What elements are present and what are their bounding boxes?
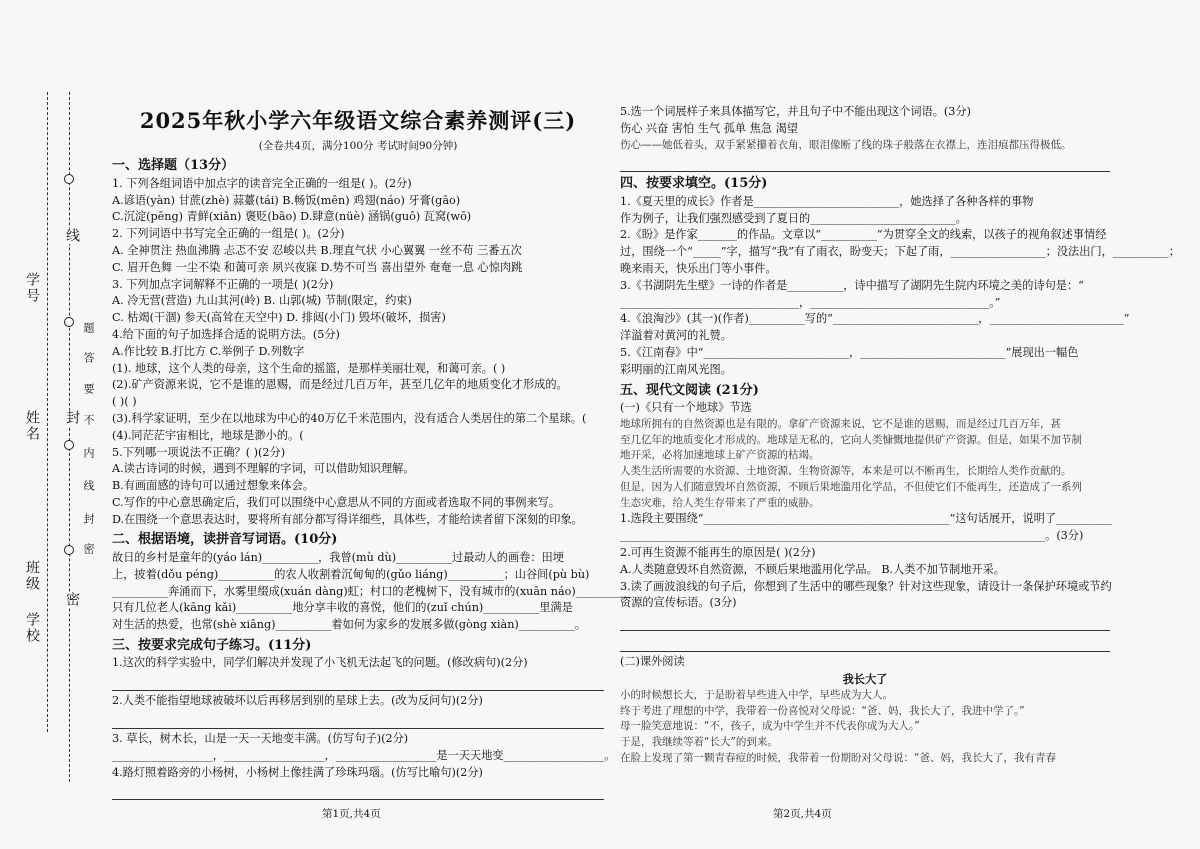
passage-line: 终于考进了理想的中学，我带着一份喜悦对父母说：“爸、妈，我长大了，我进中学了。” [620, 704, 1025, 717]
section-heading: 二、根据语境，读拼音写词语。(10分) [112, 532, 338, 548]
question-line: 3. 草长，树木长，山是一天一天地变丰满。(仿写句子)(2分) [112, 732, 409, 746]
notice-char: 要 [82, 383, 95, 396]
passage-line: 但是，因为人们随意毁坏自然资源，不顾后果地滥用化学品，不但使它们不能再生，还造成了一系列 [620, 480, 1082, 493]
question-line: 3. 下列加点字词解释不正确的一项是( )(2分) [112, 277, 334, 291]
passage-line: 至几亿年的地质变化才形成的。地球是无私的，它向人类慷慨地提供矿产资源。但是，如果不加节制 [620, 433, 1082, 446]
section-heading: 三、按要求完成句子练习。(11分) [112, 637, 312, 653]
question-line: 2. 下列词语中书写完全正确的一组是( )。(2分) [112, 227, 345, 241]
question-line: A. 冷无营(营造) 九山其河(岭) B. 山郭(城) 节制(限定，约束) [112, 294, 412, 308]
page-number-right: 第2页,共4页 [773, 808, 832, 820]
question-line: A. 全神贯注 热血沸腾 忐忑不安 忍峻以共 B.理直气状 小心翼翼 一丝不苟 三番五次 [112, 243, 522, 257]
label-school: 学校 [24, 612, 40, 644]
passage-line: 人类生活所需要的水资源、土地资源、生物资源等，本来是可以不断再生，长期给人类作贡献的。 [620, 465, 1072, 478]
left-column [112, 0, 632, 802]
question-line: A.作比较 B.打比方 C.举例子 D.列数字 [112, 344, 305, 358]
question-line: 5.下列哪一项说法不正确？( )(2分) [112, 445, 286, 459]
question-line: 上，披着(dǒu péng)__________的农人收割着沉甸甸的(gǔo liáng)__________；山谷间(pù bù) [112, 567, 590, 581]
question-line: (二)课外阅读 [620, 655, 685, 669]
question-line: 洋溢着对黄河的礼赞。 [620, 329, 732, 343]
question-line: (1). 地球，这个人类的母亲，这个生命的摇篮，是那样美丽壮观，和蔼可亲。( ) [112, 361, 506, 375]
section-heading: 一、选择题（13分） [112, 158, 235, 174]
passage-line: 于是，我继续等着“长大”的到来。 [620, 736, 778, 749]
question-line: (2).矿产资源来说，它不是谁的恩赐，而是经过几百万年，甚至几亿年的地质变化才形成的。 [112, 378, 568, 392]
seal-char-seal: 封 [64, 410, 80, 426]
question-line: 过，围绕一个“_____”字，描写“我”有了雨衣，盼变天；下起了雨，_________________；没法出门，__________； [620, 245, 1180, 259]
question-line: 5.《江南春》中“__________________________，__________________________”展现出一幅色 [620, 346, 1079, 360]
passage-title: 我长大了 [842, 671, 888, 686]
passage-line: 在脸上发现了第一颗青春痘的时候，我带着一份期盼对父母说：“爸、妈，我长大了，我有青春 [620, 751, 1056, 764]
question-line: (4).同茫茫宇宙相比，地球是渺小的。( [112, 428, 304, 442]
question-line: 3.读了画波浪线的句子后，你想到了生活中的哪些现象？针对这些现象，请设计一条保护环境或节约 [620, 579, 1112, 593]
question-line: B.有画面感的诗句可以通过想象来体会。 [112, 479, 314, 493]
binding-line-outer [47, 92, 48, 732]
question-line: 4.路灯照着路旁的小杨树，小杨树上像挂满了珍珠玛瑙。(仿写比喻句)(2分) [112, 765, 483, 779]
section-heading: 五、现代文阅读 (21分) [620, 382, 759, 398]
label-name: 姓名 [24, 410, 40, 442]
question-line: 1.《夏天里的成长》作者是__________________________，她选择了各种各样的事物 [620, 194, 1034, 208]
notice-char: 线 [82, 480, 95, 493]
question-line: __________________，__________________，__________________是一天天地变__________________。 [112, 748, 616, 762]
question-line: 4.给下面的句子加选择合适的说明方法。(5分) [112, 327, 340, 341]
right-column [620, 0, 1180, 767]
question-line: 晚来雨天，快乐出门等小事件。 [620, 262, 777, 276]
answer-line[interactable] [620, 612, 1110, 631]
passage-line: 地球所拥有的自然资源也是有限的。拿矿产资源来说，它不是谁的恩赐，而是经过几百万年，甚 [620, 417, 1061, 430]
question-line: __________奔涌而下，水雾里缀成(xuán dàng)虹；村口的老槐树下，没有城市的(xuān náo)__________ [112, 584, 632, 598]
question-line: 2.《盼》是作家_______的作品。文章以“__________”为贯穿全文的线索，以孩子的视角叙述事情经 [620, 228, 1107, 242]
question-line: A.读古诗词的时候，遇到不理解的字词，可以借助知识理解。 [112, 462, 415, 476]
binding-line-inner [69, 92, 70, 782]
answer-line[interactable] [112, 672, 604, 691]
right-body [620, 104, 1180, 767]
question-line: 2.人类不能指望地球被破坏以后再移居到别的星球上去。(改为反问句)(2分) [112, 694, 483, 708]
answer-line[interactable] [112, 781, 604, 800]
answer-line[interactable] [112, 710, 604, 729]
question-line: A.人类随意毁坏自然资源，不顾后果地滥用化学品。 B.人类不加节制地开采。 [620, 562, 1005, 576]
question-line: ( )( ) [112, 395, 137, 409]
question-line: 1.这次的科学实验中，同学们解决并发现了小飞机无法起飞的问题。(修改病句)(2分) [112, 656, 528, 670]
question-line: 故日的乡村是童年的(yáo lán)__________，我曾(mù dù)__________过最动人的画卷：田埂 [112, 550, 564, 564]
passage-line: 伤心——她低着头，双手紧紧攥着衣角，眼泪像断了线的珠子般落在衣襟上，连泪痕都压得极低。 [620, 138, 1072, 151]
label-student-id: 学号 [24, 272, 40, 304]
exam-subtitle: (全卷共4页，满分100分 考试时间90分钟) [258, 139, 458, 152]
question-line: 资源的宣传标语。(3分) [620, 596, 737, 610]
question-line: 只有几位老人(kāng kǎi)__________地分享丰收的喜悦，他们的(zuǐ chún)__________里满是 [112, 601, 573, 615]
binding-hole-3 [64, 440, 74, 450]
left-body [112, 156, 632, 800]
question-line: D.在围绕一个意思表达时，要将所有部分都写得详细些，具体些，才能给读者留下深刻的印象。 [112, 512, 583, 526]
notice-char: 不 [82, 414, 95, 427]
question-line: (一)《只有一个地球》节选 [620, 401, 752, 415]
question-line: A.谚语(yàn) 甘蔗(zhè) 蒜薹(tái) B.畅饭(mēn) 鸡翅(náo) 牙膏(gāo) [112, 193, 461, 207]
seal-char-dense: 密 [64, 592, 80, 608]
binding-margin [0, 0, 108, 849]
question-line: 作为例子，让我们强烈感受到了夏日的__________________________。 [620, 211, 967, 225]
answer-line[interactable] [620, 633, 1110, 652]
passage-line: 地开采，必将加速地球上矿产资源的枯竭。 [620, 449, 820, 462]
exam-title: 2025年秋小学六年级语文综合素养测评(三) [139, 108, 577, 133]
notice-char: 答 [82, 352, 95, 365]
label-class: 班级 [24, 560, 40, 592]
binding-hole-4 [64, 545, 74, 555]
question-line: (3).科学家证明，至少在以地球为中心的40万亿千米范围内，没有适合人类居住的第二个星球。( [112, 411, 587, 425]
answer-line[interactable] [620, 153, 1110, 172]
passage-line: 母一脸笑意地说：“不，孩子，成为中学生并不代表你成为大人。” [620, 720, 920, 733]
question-line: 1. 下列各组词语中加点字的读音完全正确的一组是( )。(2分) [112, 176, 412, 190]
question-line: ________________________________，________________________________。” [620, 295, 1001, 309]
question-line: 彩明丽的江南风光图。 [620, 362, 732, 376]
notice-char: 封 [82, 513, 95, 526]
passage-line: 生态灾难，给人类生存带来了严重的威胁。 [620, 496, 820, 509]
notice-char: 题 [82, 322, 95, 335]
question-line: C.沉淀(pēng) 青鲜(xiǎn) 褒贬(bāo) D.肆意(nüè) 涵锅(guō) 瓦窝(wō) [112, 210, 472, 224]
notice-char: 密 [82, 543, 95, 556]
question-line: C. 眉开色舞 一尘不染 和蔼可亲 夙兴夜寐 D.势不可当 喜出望外 奄奄一息 心惊肉跳 [112, 260, 523, 274]
page-number-left: 第1页,共4页 [322, 808, 381, 820]
question-line: C. 枯竭(干涸) 参天(高耸在天空中) D. 排闼(小门) 毁坏(破坏，损害) [112, 311, 446, 325]
question-line: 2.可再生资源不能再生的原因是( )(2分) [620, 546, 816, 559]
question-line: C.写作的中心意思确定后，我们可以围绕中心意思从不同的方面或者选取不同的事例来写。 [112, 495, 561, 509]
question-line: 伤心 兴奋 害怕 生气 孤单 焦急 渴望 [620, 121, 798, 135]
seal-char-line: 线 [64, 228, 80, 244]
binding-hole-1 [64, 174, 74, 184]
notice-char: 内 [82, 447, 95, 460]
question-line: 对生活的热爱，也常(shè xiāng)__________着如何为家乡的发展多做(gòng xiàn)__________。 [112, 618, 586, 632]
question-line: ____________________________________________________________________________。(3分) [620, 529, 1084, 543]
section-heading: 四、按要求填空。(15分) [620, 176, 768, 192]
question-line: 4.《浪淘沙》(其一)(作者)__________写的“__________________________，________________________” [620, 312, 1130, 326]
binding-hole-2 [64, 317, 74, 327]
question-line: 1.选段主要围绕“____________________________________________”这句话展开，说明了__________ [620, 512, 1112, 526]
question-line: 5.选一个词展样子来具体描写它，并且句子中不能出现这个词语。(3分) [620, 105, 971, 118]
passage-line: 小的时候想长大，于是盼着早些进入中学，早些成为大人。 [620, 688, 893, 701]
question-line: 3.《书湖阴先生壁》一诗的作者是__________，诗中描写了湖阴先生院内环境之美的诗句是：“ [620, 278, 1084, 292]
